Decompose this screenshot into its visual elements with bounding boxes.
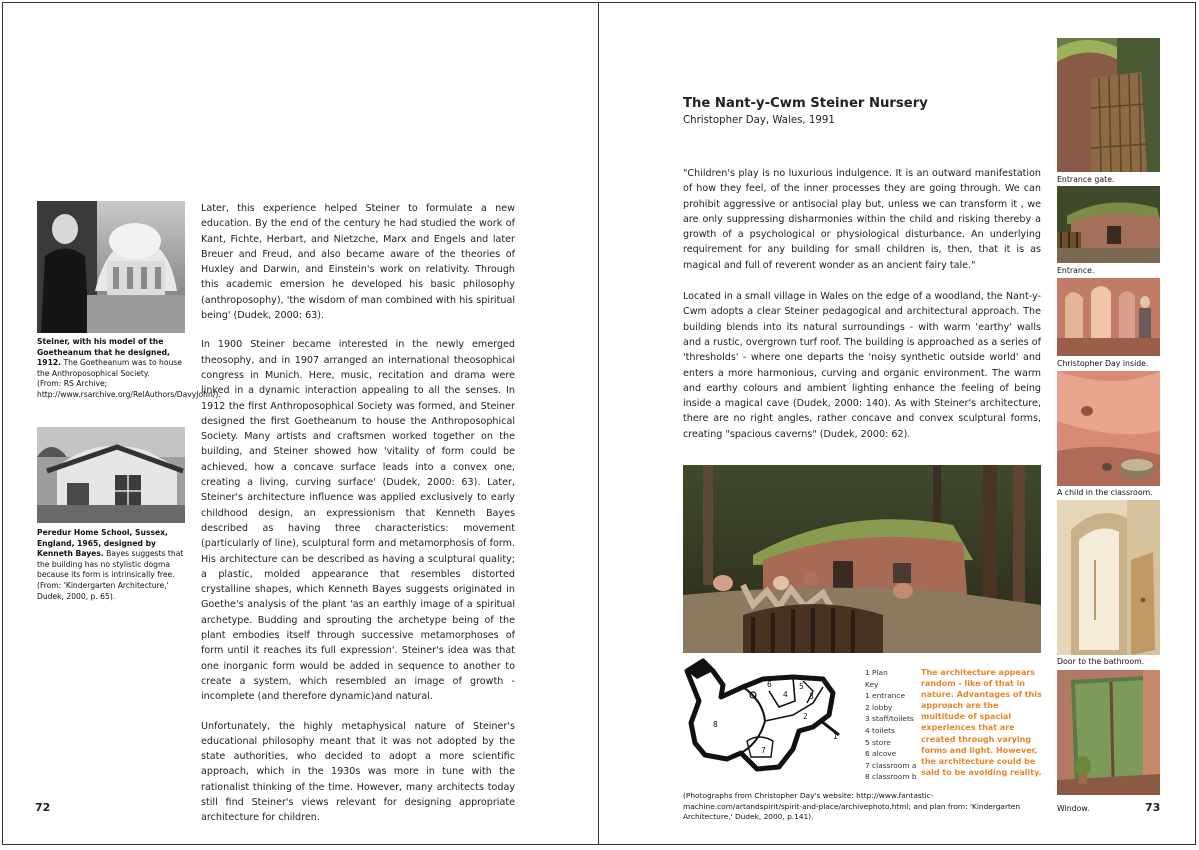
entrance-gate-photo — [1057, 38, 1160, 172]
left-paragraph-1: Later, this experience helped Steiner to formulate a new education. By the end of the century he had studied the work of Kant, Fichte, Herbart, and Nietzche, Marx and Engels and later Breuer and Freud, and also became aware of the theories of Huxley and Darwin, and Einstein's work on relativity. Through this academic emersion he developed his basic philosophy (anthroposophy), 'the wisdom of man combined with his spiritual being' (Dudek, 2000: 63). — [201, 203, 515, 322]
left-page — [2, 2, 599, 845]
plan-label-1: 1 — [833, 732, 838, 741]
left-paragraph-3: Unfortunately, the highly metaphysical nature of Steiner's educational philosophy meant that it was not adopted by the state authorities, who decided to adopt a more scientific approach, which in the 1930s was more in tune with the rationalist thinking of the time. However, many architects today still find Steiner's views relevant for designing appropriate architecture for children. — [201, 720, 515, 824]
caption-entrance-gate: Entrance gate. — [1057, 175, 1115, 184]
plan-key-item: 1 entrance — [865, 691, 906, 701]
page-subtitle: Christopher Day, Wales, 1991 — [683, 115, 835, 126]
plan-label-2: 2 — [803, 712, 808, 721]
christopher-day-inside-photo — [1057, 278, 1160, 356]
page-number-right: 73 — [1145, 801, 1161, 814]
caption-child-classroom: A child in the classroom. — [1057, 488, 1153, 497]
right-body-text — [683, 166, 1041, 456]
plan-key-item: 7 classroom a — [865, 760, 917, 770]
bathroom-door-photo — [1057, 500, 1160, 655]
plan-key-heading: 1 Plan — [865, 668, 888, 677]
day-quote: "Children's play is no luxurious indulgence. It is an outward manifestation of how they feel, of the inner processes they are going through. We can prohibit aggressive or antisocial play but, unless we can transform it , we are only suppressing disharmonies within the child and risking thereby a growth of a psychological or physiological disturbance. An underlying requirement for any building for small children is, then, that it is as magical and full of reverent wonder as an ancient fairy tale." — [683, 168, 1041, 271]
plan-key-item: 6 alcove — [865, 749, 897, 759]
child-classroom-photo — [1057, 371, 1160, 486]
floor-plan-drawing — [683, 657, 859, 775]
plan-label-4: 4 — [783, 690, 788, 699]
entrance-photo — [1057, 186, 1160, 263]
plan-key-item: 3 staff/toilets — [865, 714, 914, 724]
steiner-model-photo — [37, 201, 185, 333]
caption-bathroom-door: Door to the bathroom. — [1057, 657, 1145, 666]
left-paragraph-2: In 1900 Steiner became interested in the newly emerged theosophy, and in 1907 arranged an international theosophical congress in Munich. Here, music, recitation and drama were linked in a dynamic interaction appealing to all the senses. In 1912 the first Anthroposophical Society was formed, and Steiner designed the first Goetheanum to house the Anthroposophical Society. Many artists and craftsmen worked together on the building, and Steiner showed how 'vitality of form could be achieved, how a concave surface leads into a convex one, creating a living, curving surface' (Dudek, 2000: 63). Later, Steiner's architecture influence was applied exclusively to early childhood design, an expressionism that Kenneth Bayes described as having three characteristics: movement (particularly of line), sculptural form and metamorphosis of form. His architecture can be described as having a sculptural quality; a plastic, molded appearance that resembles distorted crystalline shapes, which Kenneth Bayes suggests originated in Goethe's analysis of the plant 'as an earthly image of a spiritual archetype. Budding and sprouting the archetype being of the plant embodies itself through successive metamorphoses of form until it reaches its full expression'. Steiner's idea was that one inorganic form would be added in sequence to another to create a system, which resembled an image of growth - incomplete (and therefore dynamic)and natural. — [201, 339, 515, 703]
peredur-school-photo — [37, 427, 185, 523]
plan-label-7: 7 — [761, 746, 766, 755]
page-number-left: 72 — [35, 801, 51, 814]
plan-label-8: 8 — [713, 720, 718, 729]
photo-credit: (Photographs from Christopher Day's website: http://www.fantastic-machine.com/artandspirit/spirit-and-place/archivephoto.html; and plan from: 'Kindergarten Architecture,' Dudek, 2000, p.141). — [683, 791, 1021, 822]
peredur-photo-caption: Peredur Home School, Sussex, England, 1965, designed by Kenneth Bayes. Bayes suggests that the building has no stylistic dogma because its form is intrinsically free. (From: 'Kindergarten Architecture,' Dudek, 2000, p. 65). — [37, 528, 184, 601]
plan-key-item: 2 lobby — [865, 702, 893, 712]
plan-label-3: 3 — [809, 692, 814, 701]
plan-label-6: 6 — [767, 680, 772, 689]
caption-entrance: Entrance. — [1057, 266, 1095, 275]
left-body-text — [201, 201, 515, 840]
caption-christopher-day: Christopher Day inside. — [1057, 359, 1149, 368]
caption-window: Window. — [1057, 804, 1090, 813]
plan-key-item: 8 classroom b — [865, 772, 917, 782]
plan-key — [865, 667, 921, 783]
plan-key-item: 5 store — [865, 737, 891, 747]
steiner-photo-caption: Steiner, with his model of the Goetheanum that he designed, 1912. The Goetheanum was to house the Anthroposophical Society. (From: RS Archive; http://www.rsarchive.org/RelAuthors/DavyJohn/). — [37, 337, 221, 399]
plan-label-5: 5 — [799, 682, 804, 691]
page-title: The Nant-y-Cwm Steiner Nursery — [683, 96, 928, 111]
right-page — [598, 2, 1196, 845]
architecture-note: The architecture appears random - like of that in nature. Advantages of this approach are the multitude of spacial experiences that are created through varying forms and light. However, the architecture could be said to be avoiding reality. — [921, 668, 1042, 777]
plan-key-item: 4 toilets — [865, 725, 895, 735]
nursery-main-photo — [683, 465, 1041, 653]
plan-key-label: Key — [865, 679, 879, 689]
right-paragraph: Located in a small village in Wales on the edge of a woodland, the Nant-y-Cwm adopts a clear Steiner pedagogical and architectural approach. The building blends into its natural surroundings - with warm 'earthy' walls and a rustic, overgrown turf roof. The building is approached as a series of 'thresholds' - where one departs the 'noisy synthetic outside world' and enters a more harmonious, curving and organic environment. The warm and earthy colours and ambient lighting enhance the feeling of being inside a magical cave (Dudek, 2000: 140). As with Steiner's architecture, there are no right angles, rather concave and convex sculptural forms, creating "spacious caverns" (Dudek, 2000: 62). — [683, 291, 1041, 440]
window-photo — [1057, 670, 1160, 795]
